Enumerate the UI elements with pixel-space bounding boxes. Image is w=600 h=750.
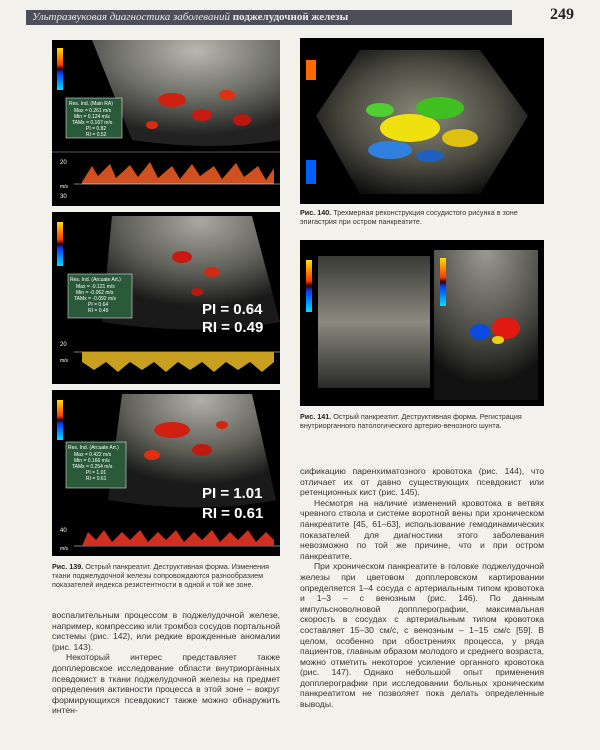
pi-value-a: PI = 0.82: [86, 126, 107, 132]
fig-139-text: Острый панкреатит. Деструктивная форма. Изменения ткани поджелудочной железы сопровождаются разнообразием показателей индекса резистентности в одной и той же зоне.: [52, 562, 270, 589]
left-paragraph-2: Некоторый интерес представляет также допплеровское исследование области внутриорганных псевдокист в ткани поджелудочной железы на предмет определения активности процесса в этой зоне – вокруг формирующихся псевдокист также можно обнаружить интен-: [52, 652, 280, 716]
units-a: m/s: [60, 184, 69, 190]
max-value-c: Max = 0.422 m/s: [74, 452, 112, 458]
right-paragraph-1: сификацию паренхиматозного кровотока (рис. 144), что отличает их от давно существующих псевдокист или ретенционных кист (рис. 145).: [300, 466, 544, 498]
right-paragraph-2: Несмотря на наличие изменений кровотока в ветвях чревного ствола и системе воротной вены при хроническом панкреатите [45, 61–63], использование гемодинамических показателей для диагностики этого заболевания невозможно по той же причине, что и при остром панкреатите.: [300, 497, 544, 561]
min-value-c: Min = 0.166 m/s: [74, 458, 110, 464]
header-italic-text: Ультразвуковая диагностика заболеваний: [32, 11, 230, 23]
right-paragraph-3: При хроническом панкреатите в головке поджелудочной железы при цветовом допплеровском картировании определяется 1–4 сосуда с артериальным типом кровотока и 1–3 – с венозным (рис. 146). По данным импульсноволновой допплерографии, максимальная скорость в сосудах с артериальным типом кровотока составляет 15–30 см/с, с венозным – 1–15 см/с [59]. В целом, особенно при обострениях процесса, у ряда пациентов, главным образом молодого и среднего возраста, можно отметить некоторое усиление органного кровотока (рис. 147). Однако небольшой опыт применения допплерографии при исследовании больных хроническим панкреатитом не позволяет пока делать определенные выводы.: [300, 561, 544, 710]
header-bold-text: поджелудочной железы: [232, 11, 349, 23]
fig-139-label: Рис. 139.: [52, 562, 84, 571]
3d-reconstruction-image: [300, 38, 544, 204]
big-pi-c: PI = 1.01: [202, 485, 263, 502]
ri-value-c: RI = 0.61: [86, 476, 107, 482]
running-header: [26, 10, 512, 25]
caption-fig-141: [300, 412, 544, 430]
units-b: m/s: [60, 358, 69, 364]
big-ri-c: RI = 0.61: [202, 505, 264, 522]
fig-141-text: Острый панкреатит. Деструктивная форма. Регистрация внутриорганного патологического артерио-венозного шунта.: [300, 412, 522, 430]
page-number: 249: [550, 6, 574, 23]
scale-top-c: 40: [60, 528, 67, 534]
units-c: m/s: [60, 546, 69, 552]
fig-140-text: Трехмерная реконструкция сосудистого рисунка в зоне эпигастрия при остром панкреатите.: [300, 208, 518, 226]
caption-fig-139: [52, 562, 280, 589]
caption-fig-140: [300, 208, 544, 226]
max-value-a: Max = 0.261 m/s: [74, 108, 112, 114]
scale-top-b: 20: [60, 342, 67, 348]
min-value-a: Min = 0.124 m/s: [74, 114, 110, 120]
tamx-value-b: TAMx = -0.092 m/s: [74, 296, 117, 302]
max-value-b: Max = -0.121 m/s: [76, 284, 115, 290]
info-title-c: Res. Ind. (Arcuate Art.): [68, 445, 119, 451]
left-text-column: [52, 610, 280, 716]
ultrasound-image-c: [52, 390, 280, 556]
min-value-b: Min = -0.062 m/s: [76, 290, 114, 296]
scale-bottom-a: 30: [60, 194, 67, 200]
right-text-column: [300, 466, 544, 710]
fig-140-label: Рис. 140.: [300, 208, 332, 217]
ri-value-a: RI = 0.52: [86, 132, 107, 138]
tamx-value-c: TAMx = 0.254 m/s: [72, 464, 113, 470]
ultrasound-image-a: [52, 40, 280, 206]
left-paragraph-1: воспалительным процессом в поджелудочной железе, например, компрессию или тромбоз сосудов портальной системы (рис. 142), или редкие врожденные аномалии (рис. 143).: [52, 610, 280, 652]
ultrasound-image-b: [52, 212, 280, 384]
big-ri-b: RI = 0.49: [202, 319, 264, 336]
fig-141-label: Рис. 141.: [300, 412, 332, 421]
ri-value-b: RI = 0.49: [88, 308, 109, 314]
info-title-b: Res. Ind. (Arcuate Art.): [70, 277, 121, 283]
pi-value-b: PI = 0.64: [88, 302, 109, 308]
scale-top-a: 20: [60, 160, 67, 166]
tamx-value-a: TAMx = 0.167 m/s: [72, 120, 113, 126]
pi-value-c: PI = 1.01: [86, 470, 107, 476]
big-pi-b: PI = 0.64: [202, 301, 263, 318]
av-shunt-image: [300, 240, 544, 406]
info-title-a: Res. Ind. (Main RA): [69, 101, 113, 107]
